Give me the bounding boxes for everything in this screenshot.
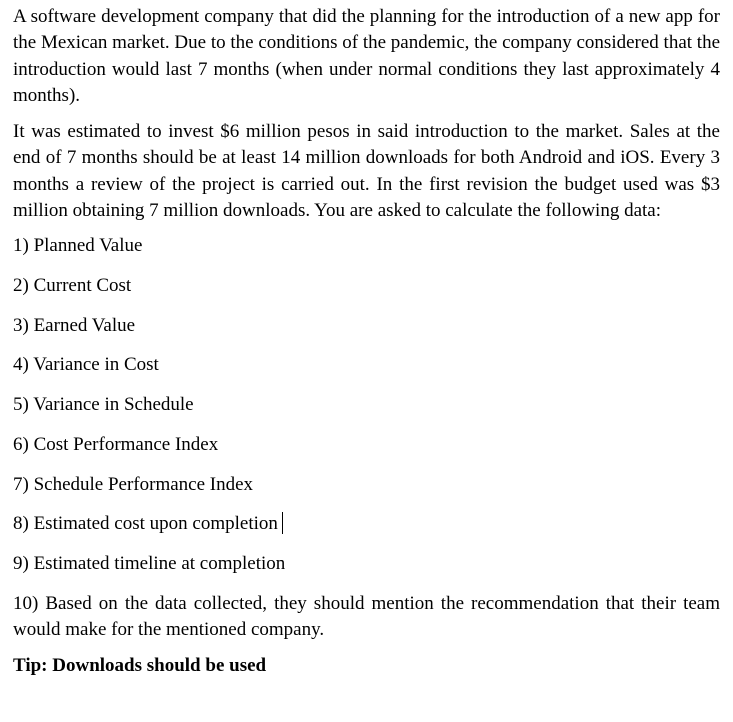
list-item-planned-value: 1) Planned Value [13, 235, 143, 257]
list-item-recommendation: 10) Based on the data collected, they should mention the recommendation that their team would make for the mentioned company. [13, 592, 720, 640]
question-list [13, 233, 720, 643]
list-item-estimate-at-completion [13, 511, 720, 551]
list-item-timeline-at-completion: 9) Estimated timeline at completion [13, 552, 286, 574]
list-item-variance-cost: 4) Variance in Cost [13, 354, 159, 376]
intro-paragraph: A software development company that did the planning for the introduction of a new app for the Mexican market. Due to the conditions of the pandemic, the company considered that the introduction would last 7 months (when under normal conditions they last approximately 4 months). [13, 6, 720, 106]
details-paragraph: It was estimated to invest $6 million pesos in said introduction to the market. Sales at the end of 7 months should be at least 14 million downloads for both Android and iOS. Every 3 months a review of the project is carried out. In the first revision the budget used was $3 million obtaining 7 million downloads. You are asked to calculate the following data: [13, 121, 720, 222]
list-item-variance-schedule: 5) Variance in Schedule [13, 394, 194, 416]
list-item-spi: 7) Schedule Performance Index [13, 473, 254, 495]
list-item-eac-text: 8) Estimated cost upon completion [13, 513, 278, 535]
tip-text: Tip: Downloads should be used [13, 655, 267, 677]
list-item-earned-value: 3) Earned Value [13, 314, 136, 336]
text-cursor [282, 512, 283, 534]
list-item-cpi: 6) Cost Performance Index [13, 433, 219, 455]
list-item-current-cost: 2) Current Cost [13, 275, 132, 297]
